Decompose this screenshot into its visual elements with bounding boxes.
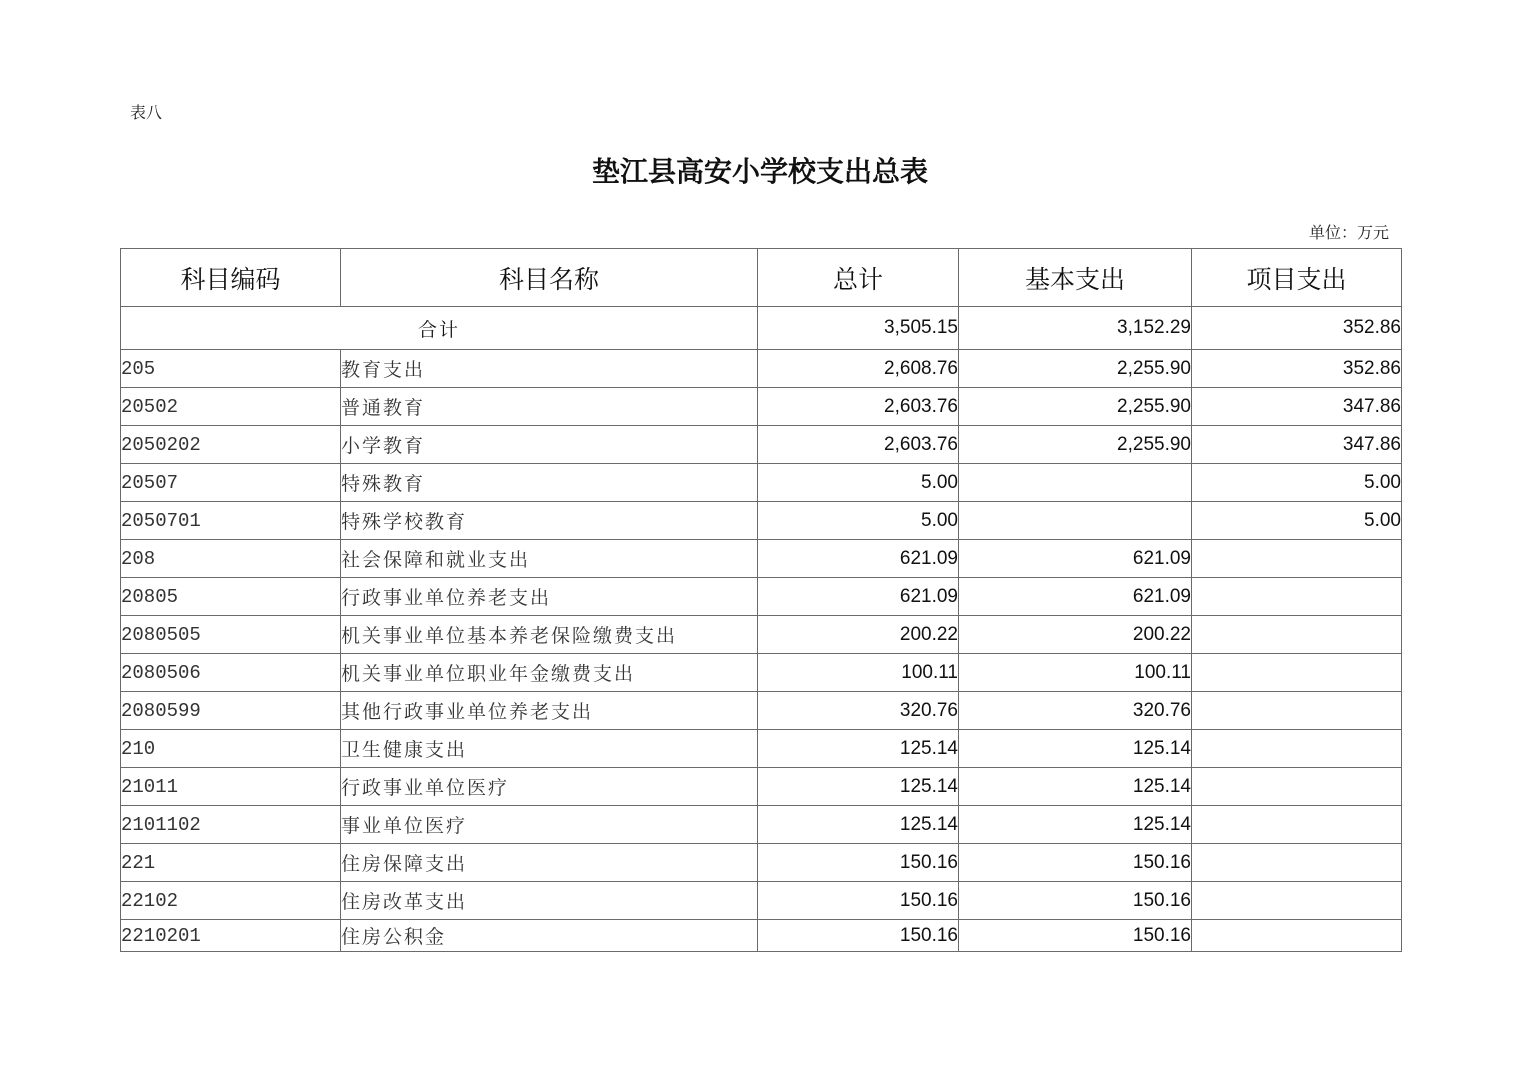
row-total: 320.76 — [758, 692, 959, 730]
row-total: 2,608.76 — [758, 350, 959, 388]
summary-total: 3,505.15 — [758, 307, 959, 350]
row-basic: 2,255.90 — [959, 388, 1192, 426]
row-total: 5.00 — [758, 464, 959, 502]
row-total: 621.09 — [758, 540, 959, 578]
header-code: 科目编码 — [121, 249, 341, 307]
row-name: 行政事业单位医疗 — [341, 768, 758, 806]
row-basic: 125.14 — [959, 768, 1192, 806]
table-row — [121, 540, 1402, 578]
table-header-row — [121, 249, 1402, 307]
row-project — [1192, 654, 1402, 692]
summary-label: 合计 — [121, 307, 758, 350]
row-total: 150.16 — [758, 920, 959, 952]
table-row — [121, 844, 1402, 882]
row-project: 5.00 — [1192, 502, 1402, 540]
row-code: 2050701 — [121, 502, 341, 540]
row-basic: 2,255.90 — [959, 426, 1192, 464]
table-row — [121, 388, 1402, 426]
row-name: 行政事业单位养老支出 — [341, 578, 758, 616]
row-name: 社会保障和就业支出 — [341, 540, 758, 578]
table-row — [121, 502, 1402, 540]
row-project — [1192, 806, 1402, 844]
table-row — [121, 692, 1402, 730]
table-row — [121, 464, 1402, 502]
row-basic — [959, 464, 1192, 502]
row-code: 2101102 — [121, 806, 341, 844]
row-project: 352.86 — [1192, 350, 1402, 388]
row-basic: 621.09 — [959, 540, 1192, 578]
row-basic: 320.76 — [959, 692, 1192, 730]
row-total: 200.22 — [758, 616, 959, 654]
row-name: 住房公积金 — [341, 920, 758, 952]
header-basic: 基本支出 — [959, 249, 1192, 307]
header-project: 项目支出 — [1192, 249, 1402, 307]
row-code: 21011 — [121, 768, 341, 806]
row-project — [1192, 616, 1402, 654]
row-name: 小学教育 — [341, 426, 758, 464]
unit-label: 单位：万元 — [1308, 223, 1389, 242]
row-project — [1192, 730, 1402, 768]
row-code: 20507 — [121, 464, 341, 502]
row-name: 住房保障支出 — [341, 844, 758, 882]
row-basic: 200.22 — [959, 616, 1192, 654]
row-code: 2080599 — [121, 692, 341, 730]
row-name: 特殊学校教育 — [341, 502, 758, 540]
document-title: 垫江县高安小学校支出总表 — [591, 155, 928, 188]
table-row — [121, 616, 1402, 654]
row-code: 2050202 — [121, 426, 341, 464]
row-name: 教育支出 — [341, 350, 758, 388]
row-name: 普通教育 — [341, 388, 758, 426]
row-project — [1192, 882, 1402, 920]
row-basic: 150.16 — [959, 882, 1192, 920]
row-name: 机关事业单位基本养老保险缴费支出 — [341, 616, 758, 654]
row-project: 347.86 — [1192, 388, 1402, 426]
row-name: 其他行政事业单位养老支出 — [341, 692, 758, 730]
row-total: 150.16 — [758, 882, 959, 920]
row-total: 621.09 — [758, 578, 959, 616]
table-row — [121, 730, 1402, 768]
row-basic: 2,255.90 — [959, 350, 1192, 388]
row-project — [1192, 578, 1402, 616]
table-row — [121, 426, 1402, 464]
summary-project: 352.86 — [1192, 307, 1402, 350]
row-code: 2080506 — [121, 654, 341, 692]
table-row — [121, 578, 1402, 616]
row-name: 特殊教育 — [341, 464, 758, 502]
row-code: 2210201 — [121, 920, 341, 952]
expenditure-table — [120, 248, 1402, 952]
row-basic: 125.14 — [959, 730, 1192, 768]
row-name: 机关事业单位职业年金缴费支出 — [341, 654, 758, 692]
row-code: 205 — [121, 350, 341, 388]
table-row — [121, 654, 1402, 692]
summary-row — [121, 307, 1402, 350]
row-total: 125.14 — [758, 806, 959, 844]
header-total: 总计 — [758, 249, 959, 307]
row-code: 208 — [121, 540, 341, 578]
row-name: 住房改革支出 — [341, 882, 758, 920]
row-code: 20805 — [121, 578, 341, 616]
row-total: 125.14 — [758, 768, 959, 806]
row-basic: 621.09 — [959, 578, 1192, 616]
row-project — [1192, 540, 1402, 578]
table-row — [121, 806, 1402, 844]
row-project — [1192, 920, 1402, 952]
row-name: 事业单位医疗 — [341, 806, 758, 844]
row-project: 347.86 — [1192, 426, 1402, 464]
row-total: 2,603.76 — [758, 388, 959, 426]
row-code: 22102 — [121, 882, 341, 920]
row-total: 150.16 — [758, 844, 959, 882]
row-project — [1192, 768, 1402, 806]
row-basic: 150.16 — [959, 844, 1192, 882]
row-code: 20502 — [121, 388, 341, 426]
row-basic: 125.14 — [959, 806, 1192, 844]
summary-basic: 3,152.29 — [959, 307, 1192, 350]
table-row — [121, 882, 1402, 920]
page-label: 表八 — [130, 103, 163, 122]
row-name: 卫生健康支出 — [341, 730, 758, 768]
row-total: 125.14 — [758, 730, 959, 768]
row-code: 221 — [121, 844, 341, 882]
row-code: 2080505 — [121, 616, 341, 654]
table-row — [121, 920, 1402, 952]
row-code: 210 — [121, 730, 341, 768]
row-project: 5.00 — [1192, 464, 1402, 502]
row-basic — [959, 502, 1192, 540]
row-total: 2,603.76 — [758, 426, 959, 464]
row-basic: 100.11 — [959, 654, 1192, 692]
row-basic: 150.16 — [959, 920, 1192, 952]
row-total: 5.00 — [758, 502, 959, 540]
row-total: 100.11 — [758, 654, 959, 692]
table-row — [121, 350, 1402, 388]
table-row — [121, 768, 1402, 806]
row-project — [1192, 844, 1402, 882]
header-name: 科目名称 — [341, 249, 758, 307]
row-project — [1192, 692, 1402, 730]
